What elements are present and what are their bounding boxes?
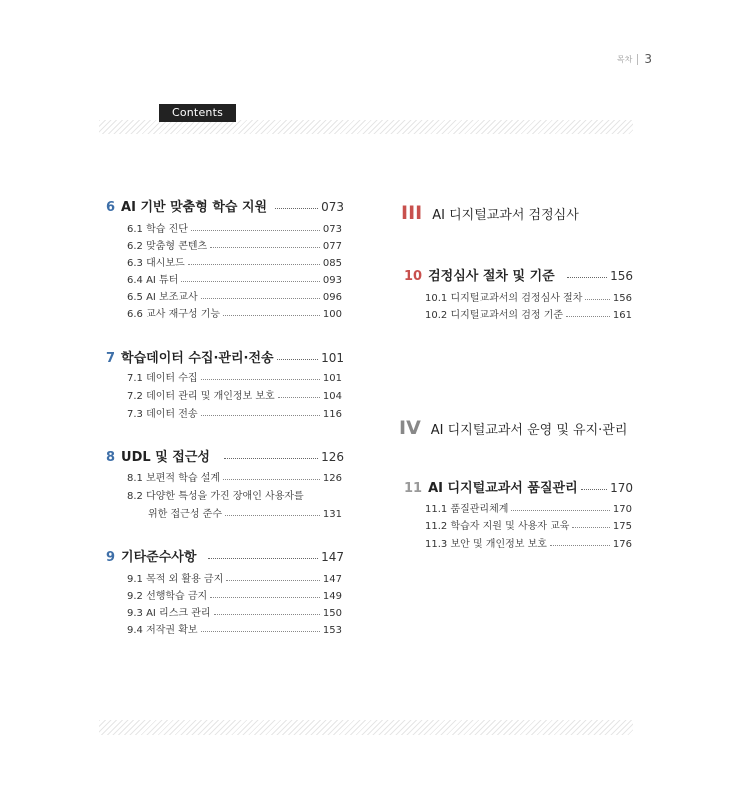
chapter-page: 156 <box>610 269 633 283</box>
top-hatch-band <box>99 120 633 134</box>
chapter-9-heading[interactable] <box>106 546 344 565</box>
toc-entry[interactable] <box>425 535 632 550</box>
chapter-number: 10 <box>404 269 423 284</box>
leader-dots <box>208 558 318 559</box>
entry-label: 9.3 AI 리스크 관리 <box>127 608 211 619</box>
chapter-number: 9 <box>106 550 116 565</box>
entry-page: 156 <box>612 293 632 304</box>
toc-entry[interactable] <box>127 621 342 636</box>
entry-page: 176 <box>612 539 632 550</box>
leader-dots <box>181 281 320 282</box>
chapter-number: 11 <box>404 481 423 496</box>
chapter-number: 6 <box>106 200 116 215</box>
running-head <box>617 52 652 66</box>
chapter-title: AI 디지털교과서 품질관리 <box>428 481 578 496</box>
entry-label: 6.2 맞춤형 콘텐츠 <box>127 241 208 252</box>
running-head-divider <box>637 54 638 65</box>
toc-entry[interactable] <box>127 237 342 252</box>
leader-dots <box>566 316 610 317</box>
contents-label: Contents <box>159 104 236 122</box>
toc-entry[interactable] <box>127 405 342 420</box>
entry-page: 161 <box>612 310 632 321</box>
leader-dots <box>201 631 320 632</box>
chapter-6-heading[interactable] <box>106 196 344 215</box>
bottom-hatch-band <box>99 720 633 735</box>
chapter-8-heading[interactable] <box>106 446 344 465</box>
entry-label: 6.1 학습 진단 <box>127 224 188 235</box>
part-numeral: III <box>401 202 423 224</box>
leader-dots <box>201 415 320 416</box>
entry-label: 9.2 선행학습 금지 <box>127 591 208 602</box>
entry-label: 7.1 데이터 수집 <box>127 373 198 384</box>
toc-entry[interactable] <box>425 289 632 304</box>
part-3-heading[interactable] <box>401 202 579 224</box>
part-title: AI 디지털교과서 운영 및 유지·관리 <box>430 423 628 438</box>
leader-dots <box>201 379 320 380</box>
page-number: 3 <box>644 52 652 66</box>
entry-page: 077 <box>322 241 342 252</box>
toc-entry[interactable] <box>127 587 342 602</box>
leader-dots <box>223 315 320 316</box>
chapter-number: 7 <box>106 351 116 366</box>
entry-page: 101 <box>322 373 342 384</box>
toc-entry[interactable] <box>127 271 342 286</box>
entry-label: 6.6 교사 재구성 기능 <box>127 309 221 320</box>
leader-dots <box>191 230 320 231</box>
leader-dots <box>210 597 320 598</box>
entry-label: 9.4 저작권 확보 <box>127 625 198 636</box>
leader-dots <box>225 515 320 516</box>
entry-label: 9.1 목적 외 활용 금지 <box>127 574 224 585</box>
chapter-11-heading[interactable] <box>404 477 633 496</box>
toc-entry-line-2[interactable] <box>148 505 342 520</box>
entry-label: 11.1 품질관리체계 <box>425 504 509 515</box>
toc-entry[interactable] <box>127 288 342 303</box>
toc-entry[interactable] <box>127 254 342 269</box>
entry-label: 11.2 학습자 지원 및 사용자 교육 <box>425 521 570 532</box>
chapter-page: 147 <box>321 550 344 564</box>
chapter-number: 8 <box>106 450 116 465</box>
entry-label: 6.4 AI 튜터 <box>127 275 179 286</box>
chapter-title: UDL 및 접근성 <box>121 450 210 465</box>
part-4-heading[interactable] <box>399 417 627 439</box>
entry-page: 153 <box>322 625 342 636</box>
entry-page: 096 <box>322 292 342 303</box>
entry-page: 126 <box>322 473 342 484</box>
entry-page: 100 <box>322 309 342 320</box>
entry-label: 7.3 데이터 전송 <box>127 409 198 420</box>
entry-page: 150 <box>322 608 342 619</box>
toc-entry[interactable] <box>127 369 342 384</box>
leader-dots <box>210 247 320 248</box>
chapter-page: 073 <box>321 200 344 214</box>
entry-page: 104 <box>322 391 342 402</box>
entry-page: 170 <box>612 504 632 515</box>
leader-dots <box>226 580 320 581</box>
toc-entry[interactable] <box>425 306 632 321</box>
leader-dots <box>214 614 320 615</box>
part-numeral: IV <box>399 417 421 439</box>
chapter-title: 학습데이터 수집·관리·전송 <box>121 351 274 366</box>
toc-entry[interactable] <box>127 469 342 484</box>
entry-label: 10.2 디지털교과서의 검정 기준 <box>425 310 564 321</box>
leader-dots <box>585 299 610 300</box>
entry-page: 175 <box>612 521 632 532</box>
leader-dots <box>572 527 609 528</box>
chapter-page: 101 <box>321 351 344 365</box>
entry-page: 149 <box>322 591 342 602</box>
toc-entry[interactable] <box>127 604 342 619</box>
entry-label: 위한 접근성 준수 <box>148 509 222 520</box>
entry-label: 10.1 디지털교과서의 검정심사 절차 <box>425 293 583 304</box>
entry-label: 8.1 보편적 학습 설계 <box>127 473 221 484</box>
chapter-title: AI 기반 맞춤형 학습 지원 <box>121 200 268 215</box>
toc-entry[interactable] <box>127 305 342 320</box>
running-head-label: 목차 <box>616 54 633 64</box>
chapter-10-heading[interactable] <box>404 265 633 284</box>
leader-dots <box>567 277 607 278</box>
entry-page: 093 <box>322 275 342 286</box>
chapter-page: 126 <box>321 450 344 464</box>
entry-page: 116 <box>322 409 342 420</box>
leader-dots <box>188 264 320 265</box>
chapter-title: 기타준수사항 <box>121 550 197 565</box>
leader-dots <box>550 545 610 546</box>
leader-dots <box>201 298 320 299</box>
toc-entry-line-1[interactable]: 8.2 다양한 특성을 가진 장애인 사용자를 <box>127 491 304 502</box>
entry-page: 131 <box>322 509 342 520</box>
toc-entry[interactable] <box>425 517 632 532</box>
chapter-title: 검정심사 절차 및 기준 <box>428 269 555 284</box>
part-title: AI 디지털교과서 검정심사 <box>432 208 579 223</box>
leader-dots <box>511 510 610 511</box>
toc-entry[interactable] <box>127 387 342 402</box>
chapter-page: 170 <box>610 481 633 495</box>
entry-label: 11.3 보안 및 개인정보 보호 <box>425 539 547 550</box>
toc-entry[interactable] <box>425 500 632 515</box>
entry-label: 7.2 데이터 관리 및 개인정보 보호 <box>127 391 275 402</box>
leader-dots <box>278 397 320 398</box>
leader-dots <box>224 458 318 459</box>
entry-label: 6.3 대시보드 <box>127 258 185 269</box>
leader-dots <box>581 489 607 490</box>
chapter-7-heading[interactable] <box>106 347 344 366</box>
entry-page: 073 <box>322 224 342 235</box>
leader-dots <box>275 208 318 209</box>
leader-dots <box>223 479 320 480</box>
leader-dots <box>277 359 319 360</box>
entry-page: 085 <box>322 258 342 269</box>
toc-entry[interactable] <box>127 220 342 235</box>
entry-label: 6.5 AI 보조교사 <box>127 292 198 303</box>
entry-page: 147 <box>322 574 342 585</box>
toc-entry[interactable] <box>127 570 342 585</box>
